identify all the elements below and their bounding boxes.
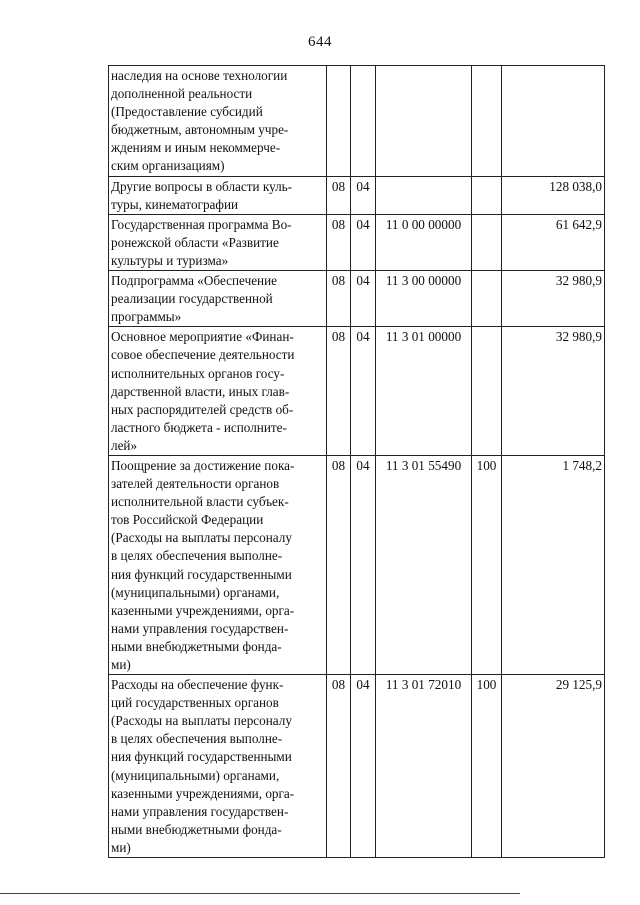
row-name: Подпрограмма «Обеспечение реализации государственной программы» bbox=[109, 271, 327, 327]
row-section-code: 08 bbox=[327, 214, 351, 270]
row-expense-type bbox=[472, 176, 502, 214]
row-target-article: 11 3 01 72010 bbox=[376, 675, 472, 858]
row-amount: 32 980,9 bbox=[502, 271, 605, 327]
row-section-code: 08 bbox=[327, 327, 351, 456]
row-target-article: 11 3 01 55490 bbox=[376, 455, 472, 674]
row-name: Основное мероприятие «Финан- совое обеспечение деятельности исполнительных органов госу- дарственной власти, иных глав- ных распорядителей средств об- ластного бюджета - исполните- лей» bbox=[109, 327, 327, 456]
row-subsection-code: 04 bbox=[351, 675, 376, 858]
table-row bbox=[109, 66, 605, 177]
row-section-code: 08 bbox=[327, 675, 351, 858]
row-subsection-code bbox=[351, 66, 376, 177]
row-target-article bbox=[376, 66, 472, 177]
row-target-article bbox=[376, 176, 472, 214]
row-subsection-code: 04 bbox=[351, 455, 376, 674]
row-name: Расходы на обеспечение функ- ций государственных органов (Расходы на выплаты персоналу в целях обеспечения выполне- ния функций государственными (муниципальными) органами, казенными учреждениями, орга- нами управления государствен- ными внебюджетными фонда- ми) bbox=[109, 675, 327, 858]
row-amount: 61 642,9 bbox=[502, 214, 605, 270]
page-number: 644 bbox=[308, 34, 332, 50]
row-amount: 29 125,9 bbox=[502, 675, 605, 858]
footer-divider bbox=[0, 893, 520, 894]
row-expense-type bbox=[472, 271, 502, 327]
row-amount bbox=[502, 66, 605, 177]
row-expense-type bbox=[472, 66, 502, 177]
row-target-article: 11 3 01 00000 bbox=[376, 327, 472, 456]
row-subsection-code: 04 bbox=[351, 214, 376, 270]
row-section-code: 08 bbox=[327, 455, 351, 674]
row-name: Поощрение за достижение пока- зателей деятельности органов исполнительной власти субъек- тов Российской Федерации (Расходы на выплаты персоналу в целях обеспечения выполне- ния функций государственными (муниципальными) органами, казенными учреждениями, орга- нами управления государствен- ными внебюджетными фонда- ми) bbox=[109, 455, 327, 674]
row-expense-type bbox=[472, 214, 502, 270]
table-row bbox=[109, 214, 605, 270]
table-row bbox=[109, 176, 605, 214]
row-target-article: 11 0 00 00000 bbox=[376, 214, 472, 270]
table-row bbox=[109, 675, 605, 858]
row-section-code bbox=[327, 66, 351, 177]
budget-table bbox=[108, 65, 605, 858]
row-subsection-code: 04 bbox=[351, 327, 376, 456]
row-expense-type bbox=[472, 327, 502, 456]
table-row bbox=[109, 327, 605, 456]
row-section-code: 08 bbox=[327, 271, 351, 327]
row-name: наследия на основе технологии дополненной реальности (Предоставление субсидий бюджетным, автономным учре- ждениям и иным некоммерче- ским организациям) bbox=[109, 66, 327, 177]
row-subsection-code: 04 bbox=[351, 176, 376, 214]
row-section-code: 08 bbox=[327, 176, 351, 214]
row-target-article: 11 3 00 00000 bbox=[376, 271, 472, 327]
table-row bbox=[109, 271, 605, 327]
row-amount: 1 748,2 bbox=[502, 455, 605, 674]
row-name: Другие вопросы в области куль- туры, кинематографии bbox=[109, 176, 327, 214]
row-expense-type: 100 bbox=[472, 455, 502, 674]
row-subsection-code: 04 bbox=[351, 271, 376, 327]
row-amount: 128 038,0 bbox=[502, 176, 605, 214]
row-expense-type: 100 bbox=[472, 675, 502, 858]
table-row bbox=[109, 455, 605, 674]
row-name: Государственная программа Во- ронежской области «Развитие культуры и туризма» bbox=[109, 214, 327, 270]
row-amount: 32 980,9 bbox=[502, 327, 605, 456]
